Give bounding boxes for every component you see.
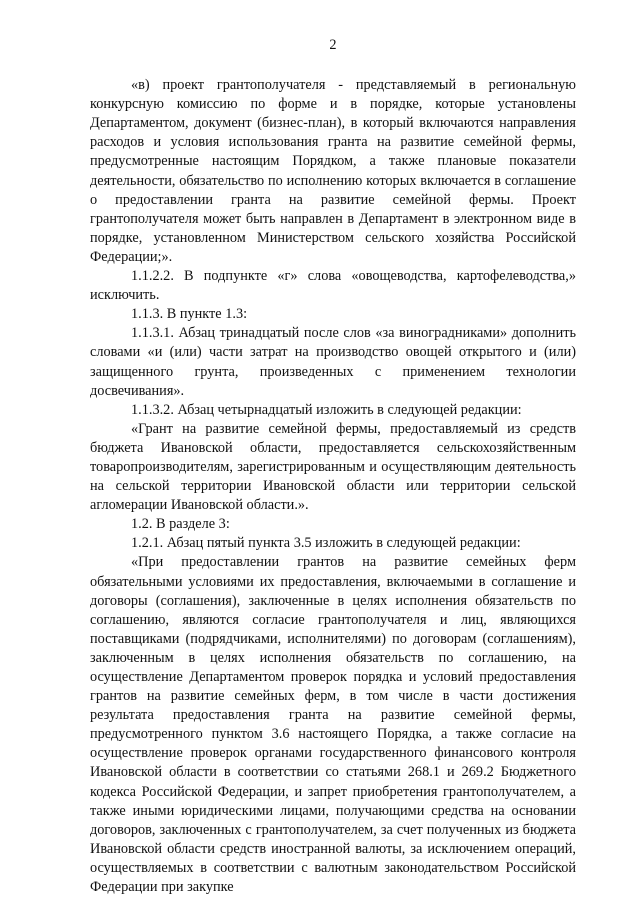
paragraph-project-definition: «в) проект грантополучателя - представляемый в региональную конкурсную комиссию по форме и в порядке, которые установлены Департаментом, документ (бизнес-план), в который включаются направления расходов и условия использования гранта на развитие семейной фермы, предусмотренные настоящим Порядком, а также плановые показатели деятельности, обязательство по исполнению которых включается в соглашение о предоставлении гранта на развитие семейной фермы. Проект грантополучателя может быть направлен в Департамент в электронном виде в порядке, установленном Министерством сельского хозяйства Российской Федерации;». (90, 77, 576, 265)
document-page (90, 36, 576, 897)
paragraph-1-1-3-2: 1.1.3.2. Абзац четырнадцатый изложить в следующей редакции: (131, 401, 522, 418)
page-number: 2 (329, 37, 337, 53)
paragraph-1-1-3: 1.1.3. В пункте 1.3: (131, 306, 248, 323)
paragraph-grant-definition: «Грант на развитие семейной фермы, предоставляемый из средств бюджета Ивановской области, предоставляется сельскохозяйственным товаропроизводителям, зарегистрированным и осуществляющим деятельность на сельской территории Ивановской области или территории сельской агломерации Ивановской области.». (90, 420, 576, 514)
paragraph-1-2-1: 1.2.1. Абзац пятый пункта 3.5 изложить в следующей редакции: (131, 535, 521, 552)
paragraph-1-2: 1.2. В разделе 3: (131, 516, 230, 533)
paragraph-1-1-2-2: 1.1.2.2. В подпункте «г» слова «овощеводства, картофелеводства,» исключить. (90, 268, 576, 304)
paragraph-1-1-3-1: 1.1.3.1. Абзац тринадцатый после слов «за виноградниками» дополнить словами «и (или) части затрат на производство овощей открытого и (или) защищенного грунта, произведенных с применением технологии досвечивания». (90, 325, 576, 399)
paragraph-grant-conditions: «При предоставлении грантов на развитие семейных ферм обязательными условиями их предоставления, включаемыми в соглашение и договоры (соглашения), заключенные в целях исполнения обязательств по соглашению, являются согласие грантополучателя и лиц, являющихся поставщиками (подрядчиками, исполнителями) по договорам (соглашениям), заключенным в целях исполнения обязательств по соглашению, на осуществление Департаментом проверок порядка и условий предоставления грантов на развитие семейных ферм, в том числе в части достижения результата предоставления гранта на развитие семейной фермы, предусмотренного пунктом 3.6 настоящего Порядка, а также согласие на осуществление проверок органами государственного финансового контроля Ивановской области в соответствии со статьями 268.1 и 269.2 Бюджетного кодекса Российской Федерации, и запрет приобретения грантополучателем, а также иными юридическими лицами, получающими средства на основании договоров, заключенных с грантополучателем, за счет полученных из бюджета Ивановской области средств иностранной валюты, за исключением операций, осуществляемых в соответствии с валютным законодательством Российской Федерации при закупке (90, 554, 576, 896)
